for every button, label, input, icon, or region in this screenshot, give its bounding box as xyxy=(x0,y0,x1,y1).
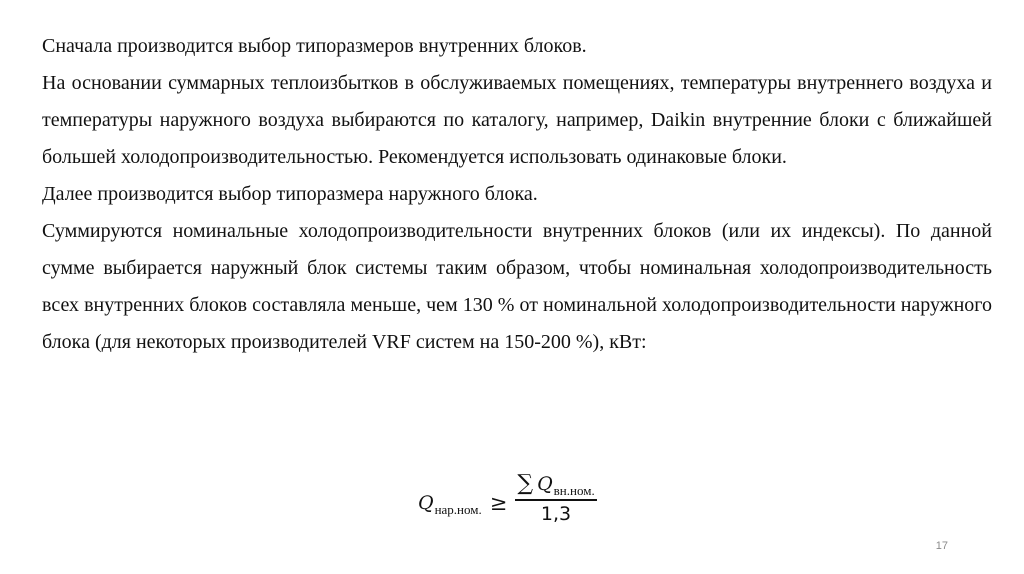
formula-numerator xyxy=(515,471,596,499)
formula-num-subscript: вн.ном. xyxy=(553,483,595,499)
formula-num-variable: Q xyxy=(537,473,553,496)
formula-denominator: 1,3 xyxy=(540,502,572,525)
formula-lhs xyxy=(418,492,482,517)
formula-relation: ≥ xyxy=(489,491,508,515)
formula-lhs-variable: Q xyxy=(418,492,434,514)
paragraph-intro: Сначала производится выбор типоразмеров внутренних блоков. xyxy=(42,35,587,57)
paragraph-indoor-units: На основании суммарных теплоизбытков в обслуживаемых помещениях, температуры внутреннего воздуха и температуры наружного воздуха выбираются по каталогу, например, Daikin внутренние блоки с ближайшей большей холодопроизводительностью. Рекомендуется использовать одинаковые блоки. xyxy=(42,72,992,168)
sum-symbol: ∑ xyxy=(517,471,534,497)
capacity-formula xyxy=(418,468,597,528)
paragraph-outdoor-selection: Суммируются номинальные холодопроизводительности внутренних блоков (или их индексы). По данной сумме выбирается наружный блок системы таким образом, чтобы номинальная холодопроизводительность всех внутренних блоков составляла меньше, чем 130 % от номинальной холодопроизводительности наружного блока (для некоторых производителей VRF систем на 150-200 %), кВт: xyxy=(42,220,992,353)
paragraph-outdoor-intro: Далее производится выбор типоразмера наружного блока. xyxy=(42,183,538,205)
formula-fraction xyxy=(515,471,596,524)
formula-lhs-subscript: нар.ном. xyxy=(434,502,482,517)
body-text xyxy=(42,28,992,361)
page-number: 17 xyxy=(935,540,948,552)
